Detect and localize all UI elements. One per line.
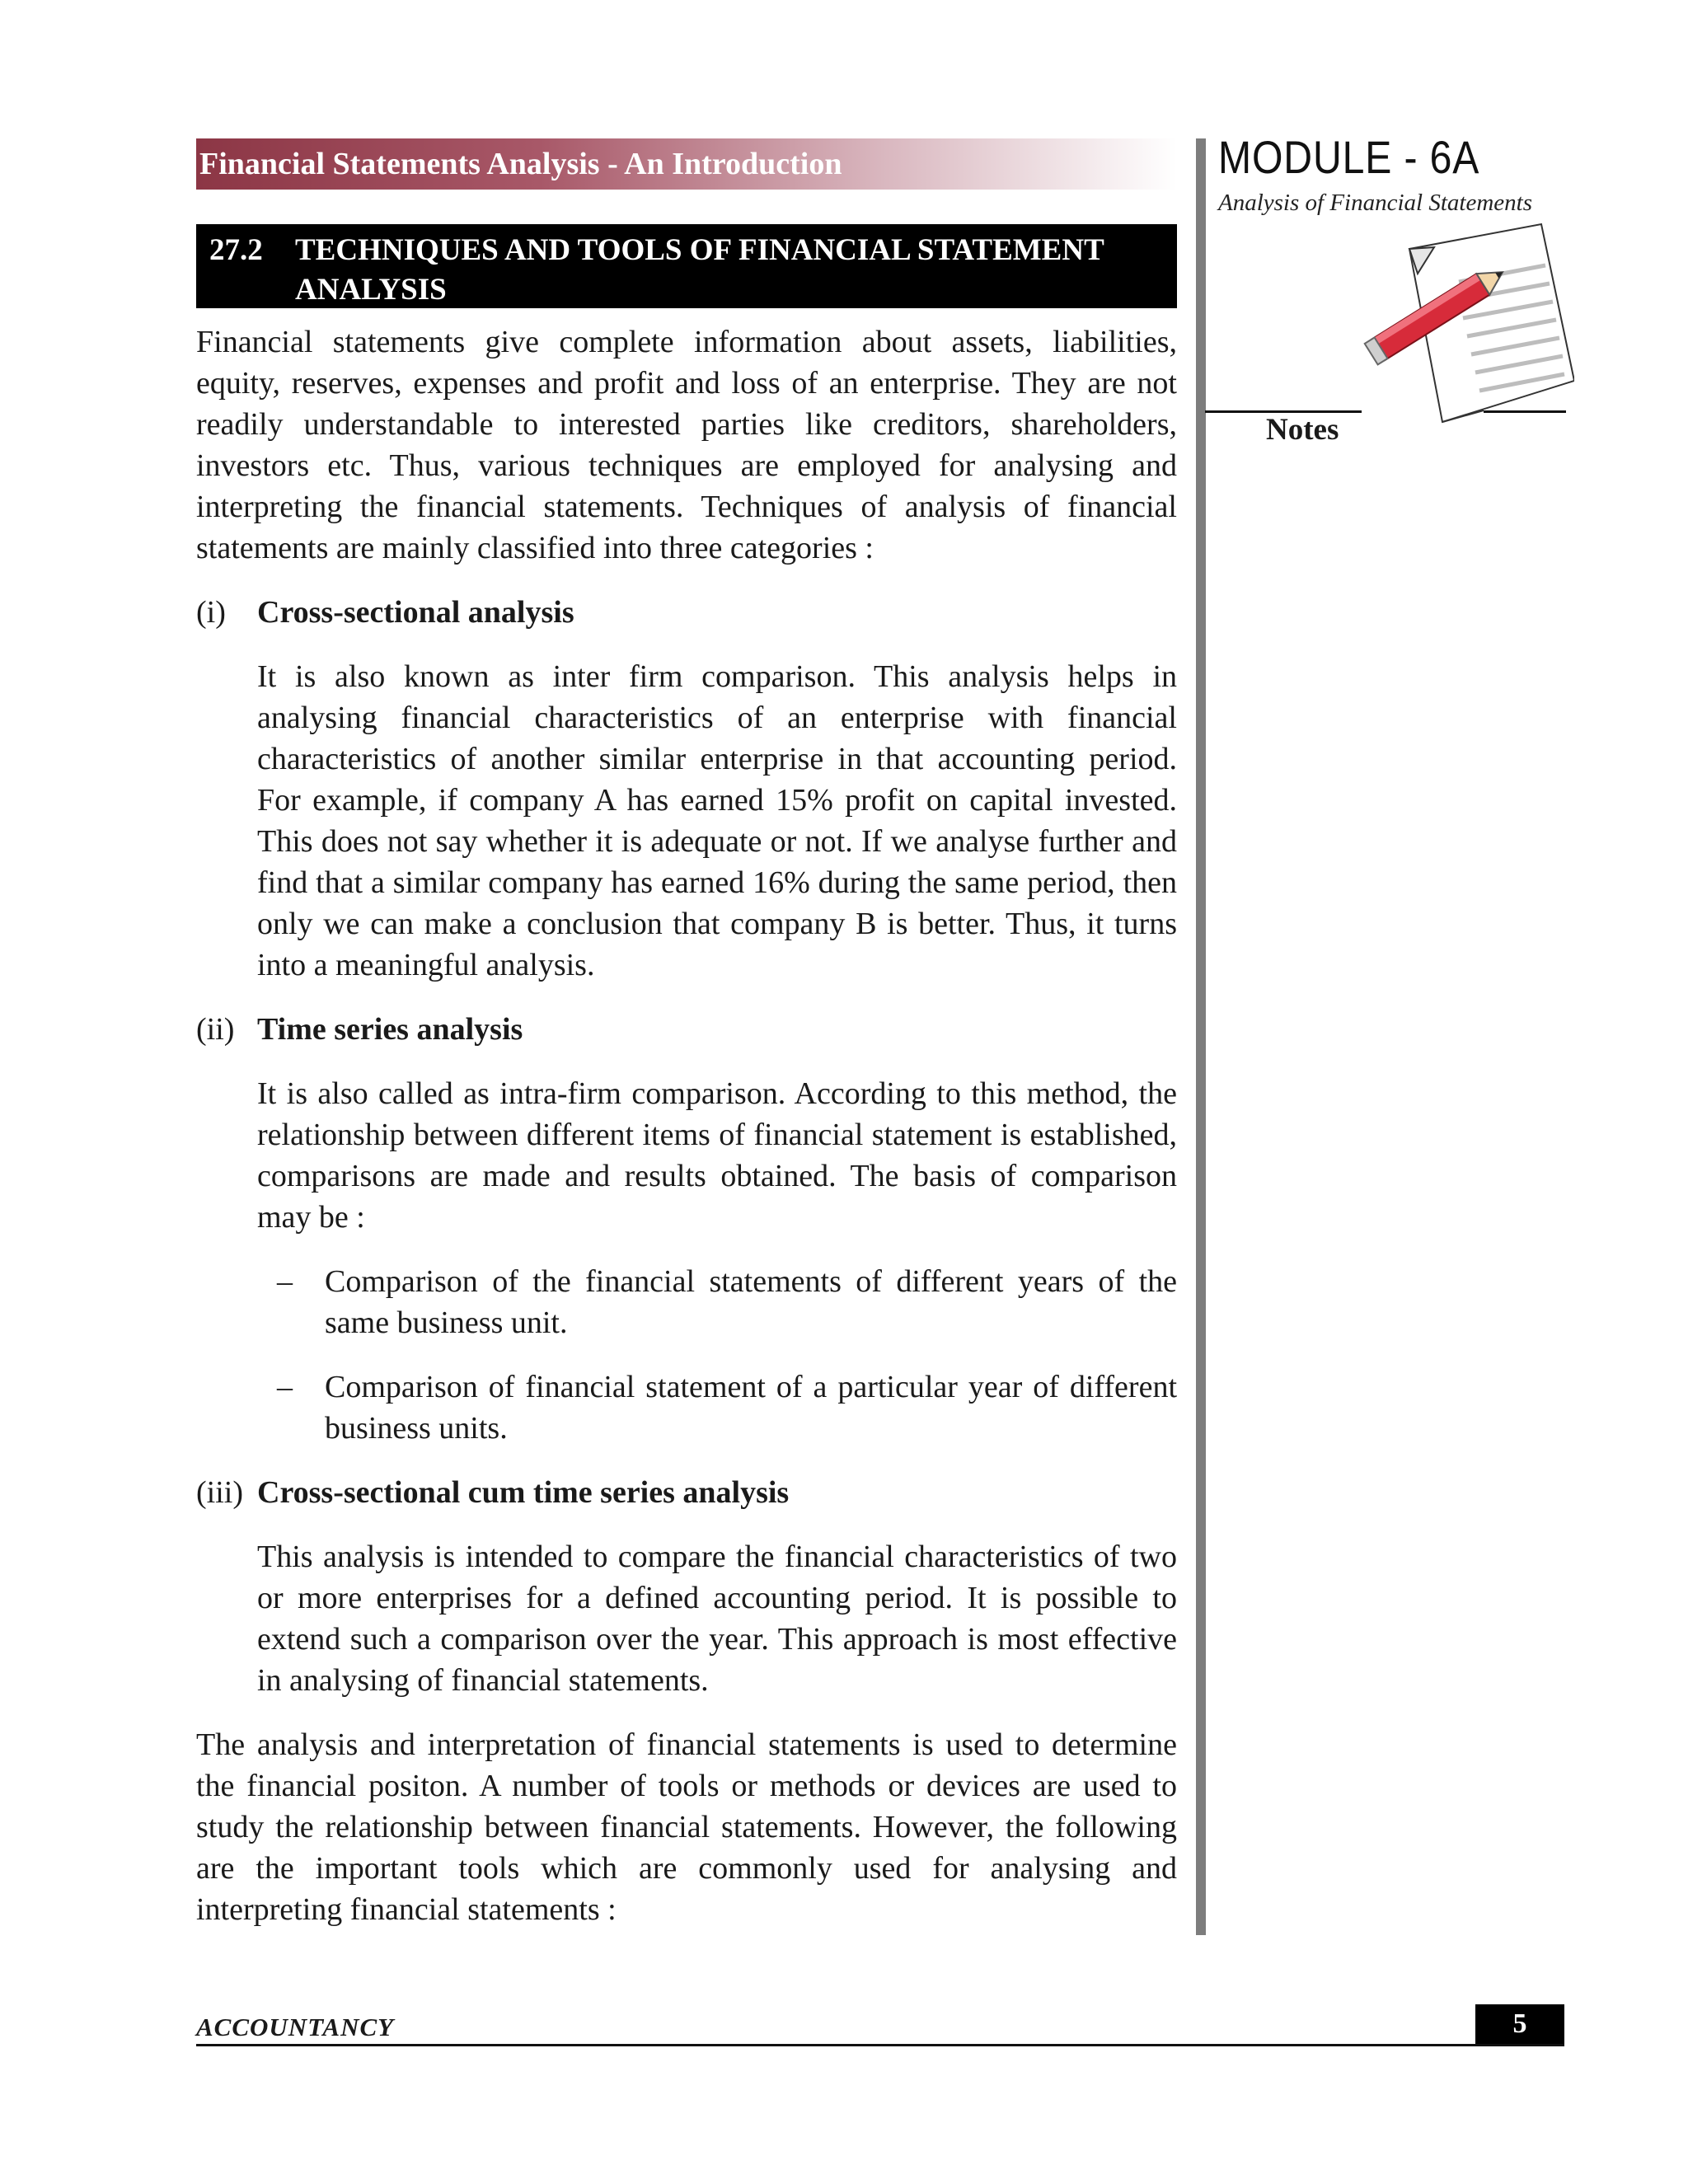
page-number: 5: [1475, 2004, 1564, 2044]
footer-subject: ACCOUNTANCY: [196, 2013, 395, 2041]
section-title: TECHNIQUES AND TOOLS OF FINANCIAL STATEMENT ANALYSIS: [295, 233, 1104, 307]
item-marker: (i): [196, 595, 226, 630]
section-heading: [196, 224, 1177, 308]
module-title: MODULE - 6A: [1218, 131, 1480, 183]
main-content: [196, 321, 1177, 1953]
bullet-dash: –: [277, 1264, 293, 1299]
item-body: It is also known as inter firm comparison. This analysis helps in analysing financial characteristics of an enterprise with financial characteristics of another similar enterprise in that accounting period. For example, if company A has earned 15% profit on capital invested. This does not say whether it is adequate or not. If we analyse further and find that a similar company has earned 16% during the same period, then only we can make a conclusion that company B is better. Thus, it turns into a meaningful analysis.: [257, 659, 1177, 982]
section-number: 27.2: [209, 233, 263, 267]
notes-rule-right: [1484, 410, 1566, 413]
bullet-text: Comparison of the financial statements of different years of the same business unit.: [325, 1264, 1177, 1340]
intro-paragraph: Financial statements give complete information about assets, liabilities, equity, reserves, expenses and profit and loss of an enterprise. They are not readily understandable to interested parties like creditors, shareholders, investors etc. Thus, various techniques are employed for analysing and interpreting the financial statements. Techniques of analysis of financial statements are mainly classified into three categories :: [196, 325, 1177, 565]
footer-rule: [196, 2044, 1564, 2046]
closing-paragraph: The analysis and interpretation of financial statements is used to determine the financial positon. A number of tools or methods or devices are used to study the relationship between financial statements. However, the following are the important tools which are commonly used for analysing and interpreting financial statements :: [196, 1727, 1177, 1927]
item-heading: Cross-sectional cum time series analysis: [257, 1475, 790, 1510]
chapter-title: Financial Statements Analysis - An Introduction: [199, 147, 842, 181]
item-body: This analysis is intended to compare the financial characteristics of two or more enterprises for a defined accounting period. It is possible to extend such a comparison over the year. This approach is most effective in analysing of financial statements.: [257, 1540, 1177, 1698]
list-item: [257, 1366, 1177, 1449]
notes-label: Notes: [1266, 413, 1339, 447]
bullet-text: Comparison of financial statement of a particular year of different business units.: [325, 1370, 1177, 1446]
item-heading: Time series analysis: [257, 1012, 523, 1047]
margin-divider: [1196, 138, 1206, 1935]
list-item: [257, 1261, 1177, 1343]
item-marker: (iii): [196, 1475, 243, 1510]
item-body: It is also called as intra-firm comparison. According to this method, the relationship between different items of financial statement is established, comparisons are made and results obtained. The basis of comparison may be :: [257, 1076, 1177, 1235]
module-subtitle: Analysis of Financial Statements: [1218, 190, 1532, 216]
bullet-dash: –: [277, 1370, 293, 1404]
item-marker: (ii): [196, 1012, 235, 1047]
chapter-title-bar: [196, 138, 1177, 190]
technique-item-cross-sectional-time-series: [196, 1472, 1177, 1701]
notepad-pencil-icon: [1360, 216, 1574, 438]
technique-item-cross-sectional: [196, 592, 1177, 986]
item-heading: Cross-sectional analysis: [257, 595, 574, 630]
technique-item-time-series: [196, 1009, 1177, 1449]
